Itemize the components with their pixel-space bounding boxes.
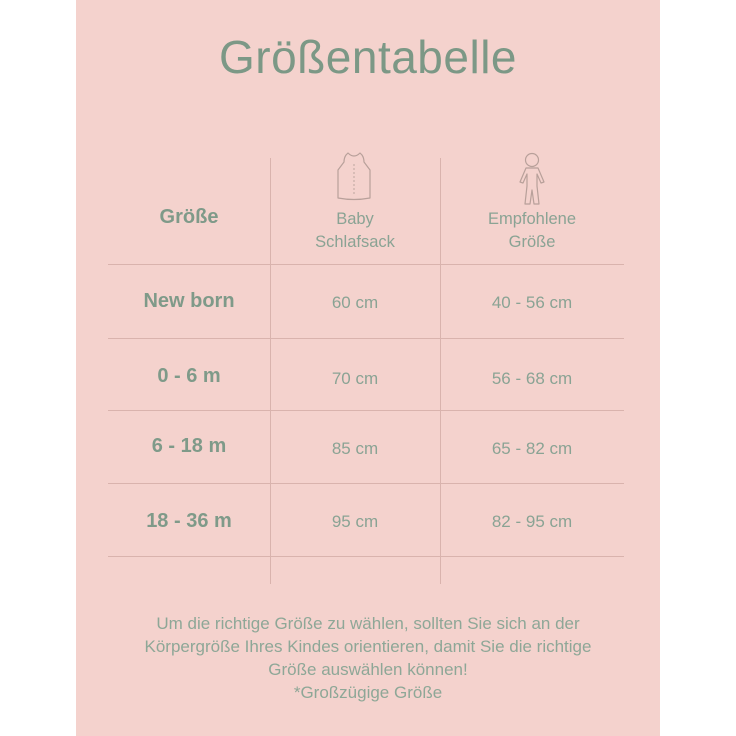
row-size-label: 0 - 6 m xyxy=(157,365,221,387)
row-recommended-height: 40 - 56 cm xyxy=(491,293,573,312)
row-size-label: 18 - 36 m xyxy=(146,510,232,532)
row-divider-4 xyxy=(108,556,624,557)
footer-generous-size-note: *Großzügige Größe xyxy=(293,683,443,702)
header-sleeping-bag xyxy=(270,208,440,254)
row-sleeping-bag-length: 70 cm xyxy=(331,369,379,388)
row-sleeping-bag-length: 85 cm xyxy=(331,439,379,458)
row-size-label: 6 - 18 m xyxy=(151,435,227,457)
row-sleeping-bag-length: 95 cm xyxy=(331,512,379,531)
footer-line: Größe auswählen können! xyxy=(268,660,468,679)
baby-figure-icon xyxy=(514,150,550,208)
row-divider-3 xyxy=(108,483,624,484)
footer-note xyxy=(76,612,660,704)
row-recommended-height: 82 - 95 cm xyxy=(491,512,573,531)
page-title: Größentabelle xyxy=(219,31,517,83)
header-sleeping-bag-line2: Schlafsack xyxy=(315,233,395,251)
row-recommended-height: 56 - 68 cm xyxy=(491,369,573,388)
row-divider-1 xyxy=(108,338,624,339)
sleeping-bag-icon xyxy=(332,150,376,202)
footer-line: Körpergröße Ihres Kindes orientieren, damit Sie die richtige xyxy=(144,637,592,656)
row-size-label: New born xyxy=(143,290,235,312)
row-divider-2 xyxy=(108,410,624,411)
header-sleeping-bag-line1: Baby xyxy=(336,210,374,228)
footer-line: Um die richtige Größe zu wählen, sollten Sie sich an der xyxy=(156,614,580,633)
size-chart-card xyxy=(76,0,660,736)
header-recommended-line2: Größe xyxy=(508,233,556,251)
header-size-label: Größe xyxy=(159,206,219,228)
row-recommended-height: 65 - 82 cm xyxy=(491,439,573,458)
row-sleeping-bag-length: 60 cm xyxy=(331,293,379,312)
header-recommended-line1: Empfohlene xyxy=(487,210,577,228)
row-divider-header xyxy=(108,264,624,265)
header-recommended-size xyxy=(440,208,624,254)
